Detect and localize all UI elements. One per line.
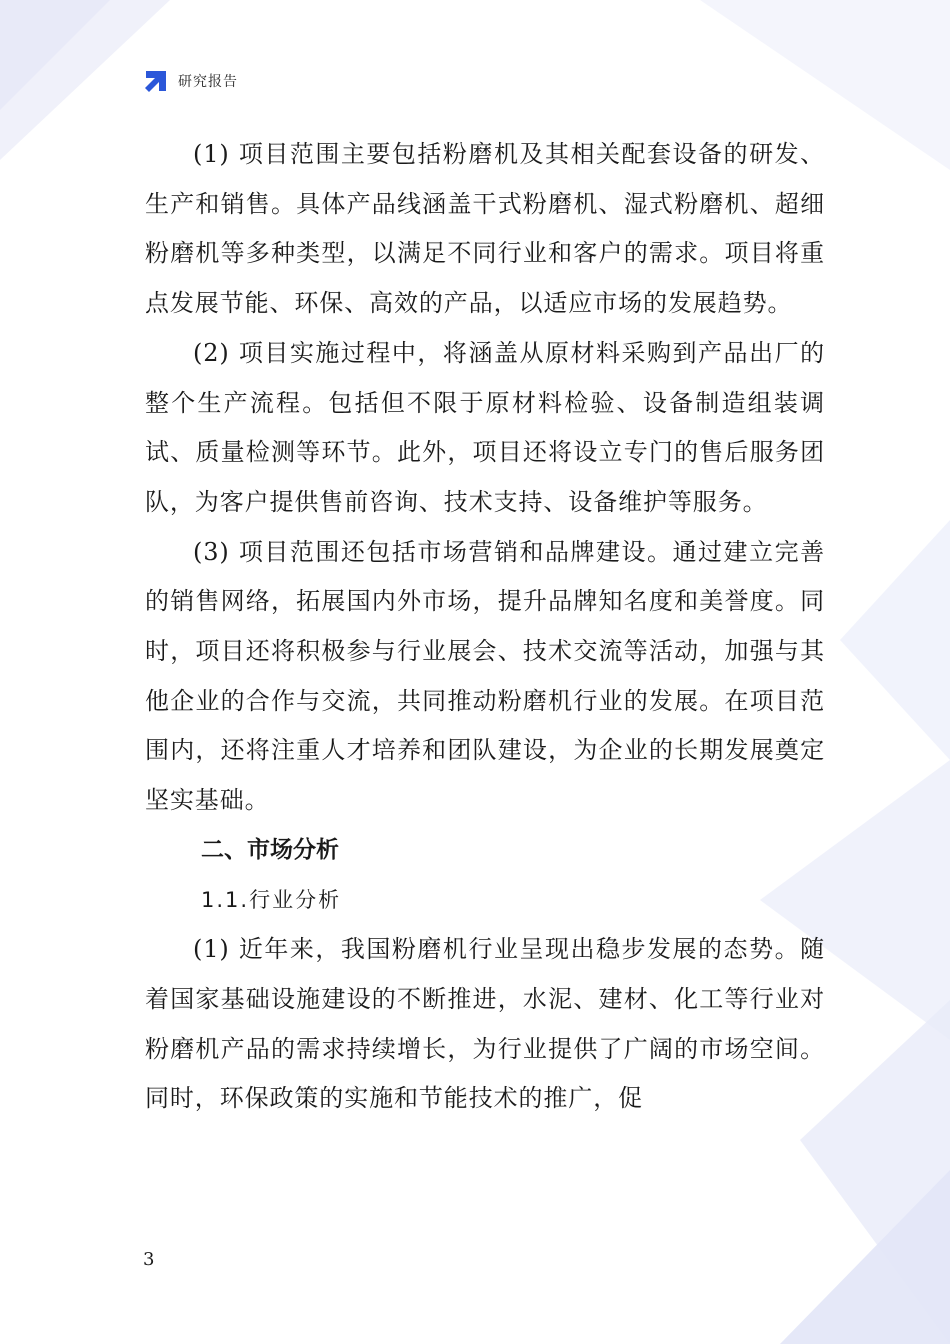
section-heading: 二、市场分析 [201, 836, 339, 863]
document-body [145, 130, 825, 1124]
body-paragraph: (3) 项目范围还包括市场营销和品牌建设。通过建立完善的销售网络，拓展国内外市场，提升品牌知名度和美誉度。同时，项目还将积极参与行业展会、技术交流等活动，加强与其他企业的合作与交流，共同推动粉磨机行业的发展。在项目范围内，还将注重人才培养和团队建设，为企业的长期发展奠定坚实基础。 [145, 537, 825, 815]
page-number: 3 [143, 1249, 155, 1270]
subsection-heading: 1.1.行业分析 [201, 887, 342, 912]
body-paragraph: (1) 项目范围主要包括粉磨机及其相关配套设备的研发、生产和销售。具体产品线涵盖干式粉磨机、湿式粉磨机、超细粉磨机等多种类型，以满足不同行业和客户的需求。项目将重点发展节能、环保、高效的产品，以适应市场的发展趋势。 [145, 140, 825, 318]
body-paragraph: (1) 近年来，我国粉磨机行业呈现出稳步发展的态势。随着国家基础设施建设的不断推进，水泥、建材、化工等行业对粉磨机产品的需求持续增长，为行业提供了广阔的市场空间。同时，环保政策的实施和节能技术的推广，促 [145, 935, 825, 1113]
header-title: 研究报告 [178, 74, 238, 90]
arrow-logo-icon [143, 68, 169, 94]
body-paragraph: (2) 项目实施过程中，将涵盖从原材料采购到产品出厂的整个生产流程。包括但不限于原材料检验、设备制造组装调试、质量检测等环节。此外，项目还将设立专门的售后服务团队，为客户提供售前咨询、技术支持、设备维护等服务。 [145, 338, 825, 516]
report-header [143, 68, 238, 94]
